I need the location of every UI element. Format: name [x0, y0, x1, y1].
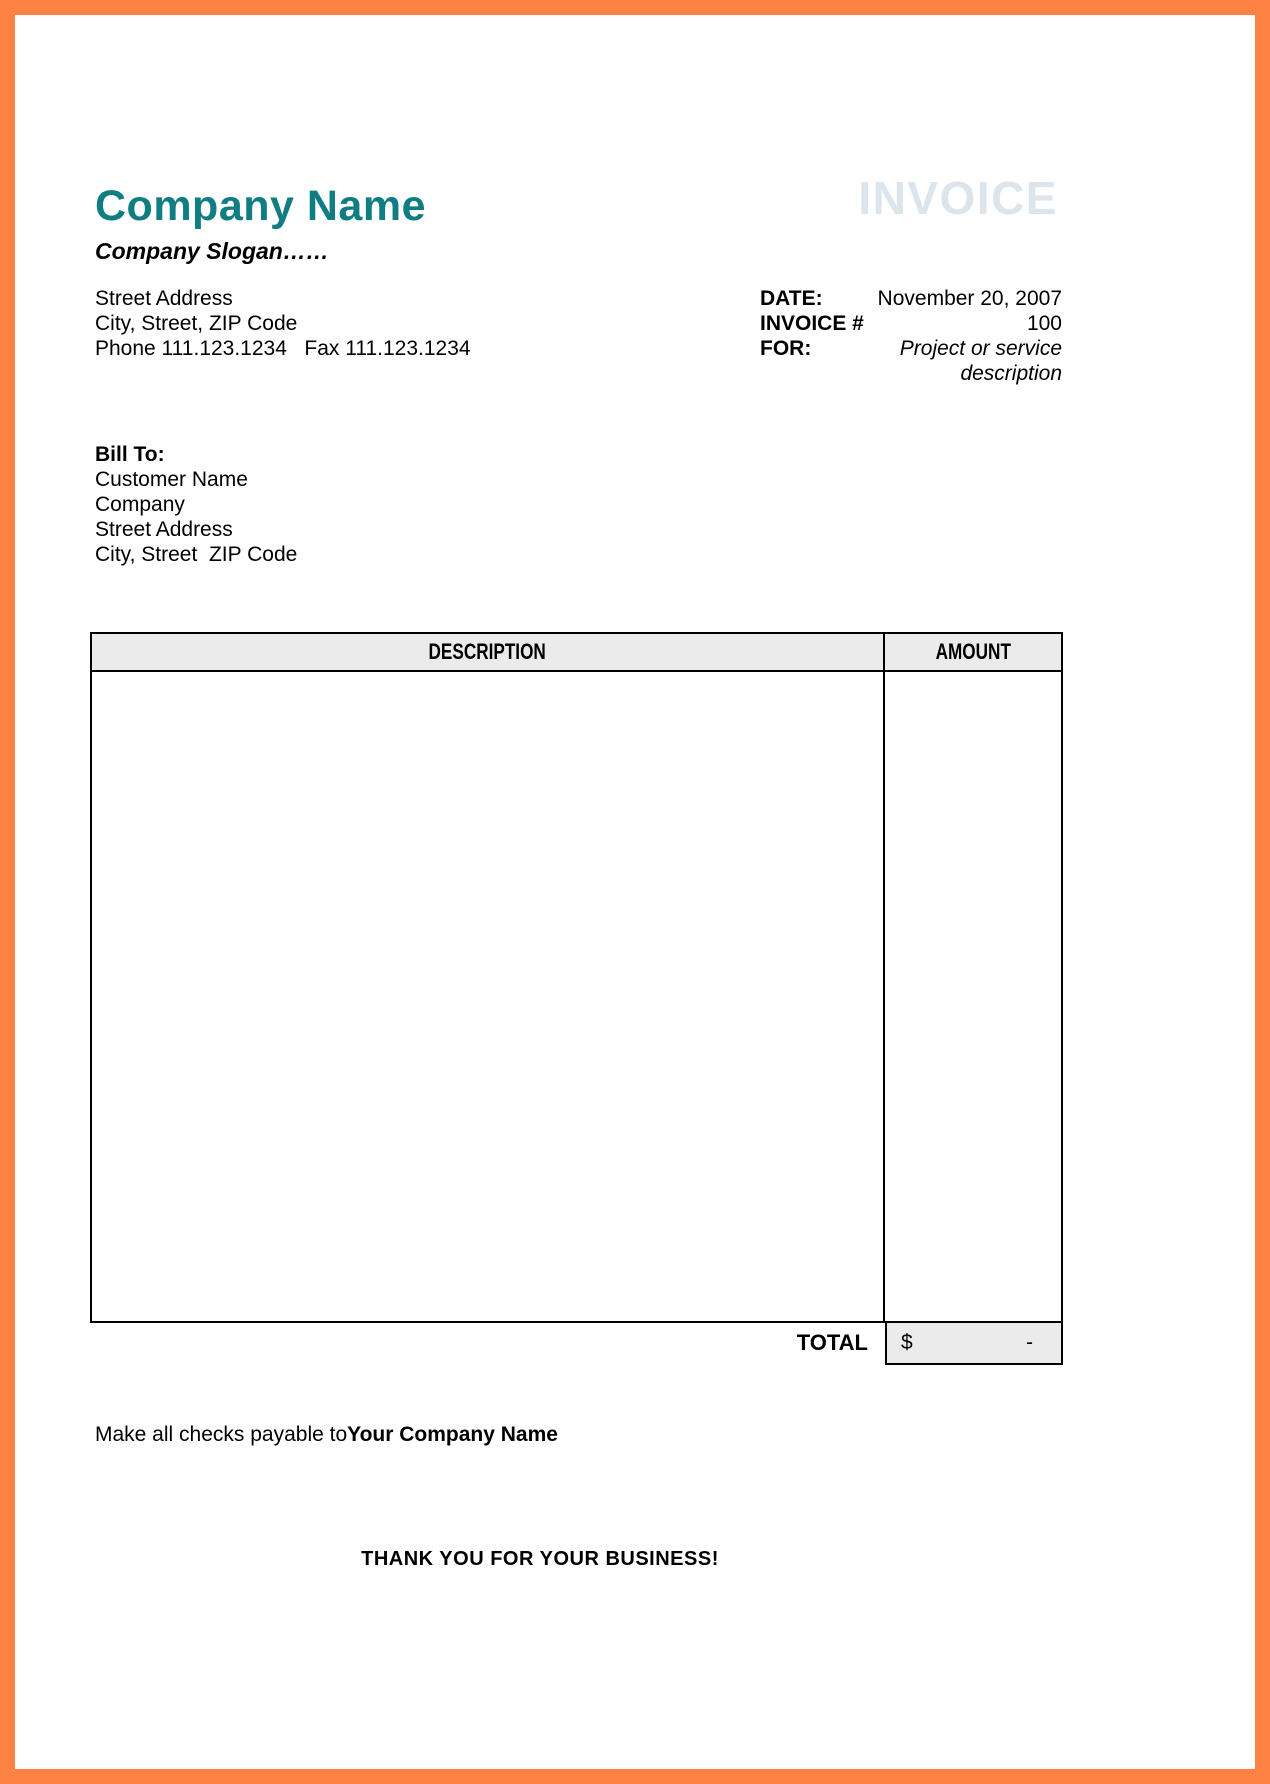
company-name: Company Name — [95, 182, 426, 230]
currency-symbol: $ — [901, 1331, 913, 1354]
invoice-title: INVOICE — [858, 172, 1058, 224]
company-phone-fax-line: Phone 111.123.1234 Fax 111.123.1234 — [95, 337, 471, 360]
description-header-label: DESCRIPTION — [428, 639, 547, 664]
amount-cell-empty — [885, 672, 1061, 1321]
invoice-number-value: 100 — [1026, 312, 1062, 335]
amount-header-label: AMOUNT — [935, 639, 1011, 664]
description-cell-empty — [92, 672, 885, 1321]
bill-to-city-zip: City, Street ZIP Code — [95, 543, 298, 566]
bill-to-label: Bill To: — [95, 443, 165, 466]
company-address-line: Street Address — [95, 287, 233, 310]
company-address-block — [95, 286, 471, 361]
checks-payable-text: Make all checks payable to — [95, 1423, 348, 1446]
bill-to-block — [95, 442, 297, 567]
meta-row-invoice-number — [760, 311, 1062, 336]
bill-to-street: Street Address — [95, 518, 233, 541]
checks-payable-line — [95, 1422, 558, 1447]
for-value: Project or service description — [899, 337, 1062, 385]
thank-you-message: THANK YOU FOR YOUR BUSINESS! — [361, 1548, 719, 1570]
invoice-number-label: INVOICE # — [760, 312, 864, 335]
total-label: TOTAL — [796, 1330, 868, 1355]
date-label: DATE: — [760, 287, 823, 310]
bill-to-company: Company — [95, 493, 185, 516]
line-items-table — [90, 632, 1063, 1323]
company-slogan: Company Slogan…… — [95, 238, 329, 264]
total-value: - — [1026, 1331, 1033, 1354]
invoice-page — [15, 15, 1255, 1769]
meta-row-for — [760, 336, 1062, 386]
for-label: FOR: — [760, 337, 812, 360]
table-body-row — [92, 672, 1061, 1321]
invoice-meta-block — [760, 286, 1062, 386]
amount-column-header — [885, 634, 1061, 670]
description-column-header — [92, 634, 885, 670]
bill-to-customer-name: Customer Name — [95, 468, 248, 491]
table-header-row — [92, 634, 1061, 672]
total-amount-cell — [885, 1321, 1063, 1365]
date-value: November 20, 2007 — [877, 287, 1062, 310]
meta-row-date — [760, 286, 1062, 311]
payee-company-name: Your Company Name — [347, 1423, 558, 1446]
company-address-line: City, Street, ZIP Code — [95, 312, 298, 335]
